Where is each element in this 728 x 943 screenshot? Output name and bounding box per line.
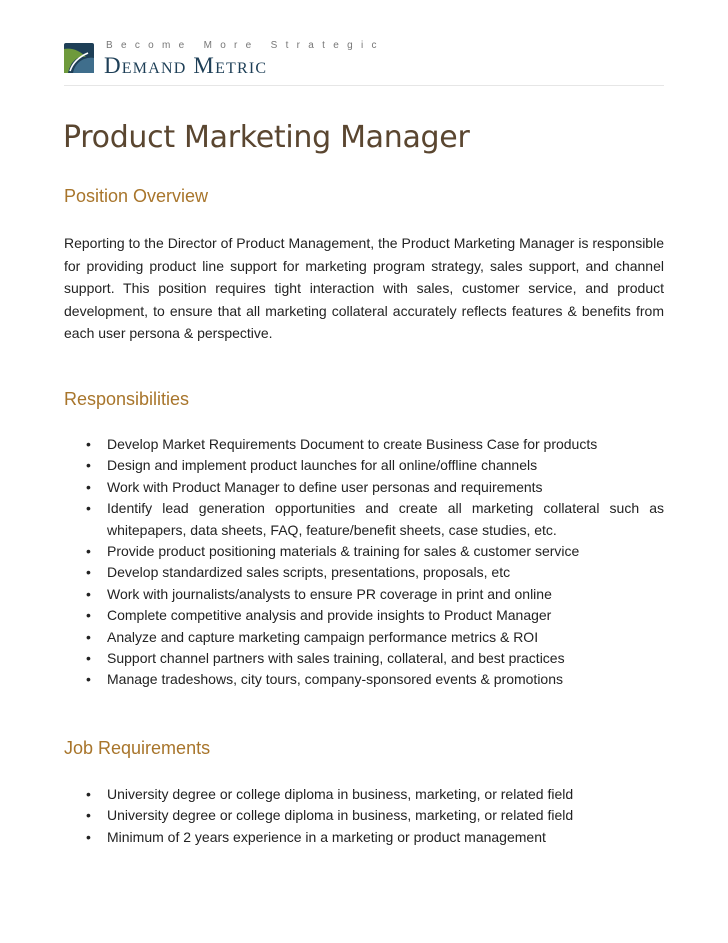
job-requirements-heading: Job Requirements	[64, 738, 211, 758]
logo-mark-icon	[64, 43, 94, 73]
bullet-icon: •	[86, 543, 91, 560]
list-item-text: Design and implement product launches for all online/offline channels	[107, 457, 538, 474]
list-item	[64, 648, 664, 669]
logo-brand-name: Demand Metric	[104, 53, 268, 78]
bullet-icon: •	[86, 828, 91, 845]
list-item-text: Work with Product Manager to define user personas and requirements	[107, 478, 543, 495]
logo-tagline: Become More Strategic	[106, 40, 385, 51]
list-item	[64, 627, 664, 648]
list-item-text: Support channel partners with sales training, collateral, and best practices	[107, 650, 565, 667]
job-requirements-list	[64, 784, 664, 848]
list-item	[64, 805, 664, 826]
list-item-text: Manage tradeshows, city tours, company-sponsored events & promotions	[107, 671, 564, 688]
bullet-icon: •	[86, 585, 91, 602]
list-item-text: Provide product positioning materials & training for sales & customer service	[107, 543, 580, 560]
header-divider	[64, 85, 664, 86]
list-item	[64, 784, 664, 805]
list-item	[64, 434, 664, 455]
bullet-icon: •	[86, 436, 91, 452]
responsibilities-heading: Responsibilities	[64, 389, 190, 409]
page-title: Product Marketing Manager	[63, 120, 470, 155]
list-item-text: University degree or college diploma in business, marketing, or related field	[107, 807, 574, 824]
list-item	[64, 477, 664, 498]
list-item-text: Develop standardized sales scripts, presentations, proposals, etc	[107, 564, 511, 581]
position-overview-text: Reporting to the Director of Product Management, the Product Marketing Manager is responsible for providing product line support for marketing program strategy, sales support, and channel support. This position requires tight interaction with sales, customer service, and product development, to ensure that all marketing collateral accurately reflects features & benefits from each user persona & perspective.	[64, 235, 664, 342]
bullet-icon: •	[86, 457, 91, 474]
bullet-icon: •	[86, 607, 91, 624]
position-overview-heading: Position Overview	[64, 186, 209, 206]
bullet-icon: •	[86, 628, 91, 645]
list-item-text: Work with journalists/analysts to ensure PR coverage in print and online	[107, 585, 552, 602]
list-item-text: University degree or college diploma in business, marketing, or related field	[107, 786, 574, 802]
list-item-text: Develop Market Requirements Document to create Business Case for products	[107, 436, 598, 452]
list-item-text: Identify lead generation opportunities and create all marketing collateral such as whitepapers, data sheets, FAQ, feature/benefit sheets, case studies, etc.	[107, 500, 664, 538]
list-item	[64, 562, 664, 583]
list-item	[64, 827, 664, 848]
bullet-icon: •	[86, 478, 91, 495]
responsibilities-list	[64, 434, 664, 691]
list-item-text: Minimum of 2 years experience in a marketing or product management	[107, 828, 546, 845]
bullet-icon: •	[86, 786, 91, 802]
demand-metric-logo	[64, 40, 385, 80]
bullet-icon: •	[86, 671, 91, 688]
list-item	[64, 541, 664, 562]
bullet-icon: •	[86, 500, 91, 517]
list-item	[64, 455, 664, 476]
list-item	[64, 605, 664, 626]
bullet-icon: •	[86, 564, 91, 581]
list-item-text: Complete competitive analysis and provide insights to Product Manager	[107, 607, 552, 624]
list-item	[64, 669, 664, 690]
bullet-icon: •	[86, 807, 91, 824]
list-item	[64, 584, 664, 605]
list-item-text: Analyze and capture marketing campaign performance metrics & ROI	[107, 628, 539, 645]
bullet-icon: •	[86, 650, 91, 667]
list-item	[64, 498, 664, 541]
